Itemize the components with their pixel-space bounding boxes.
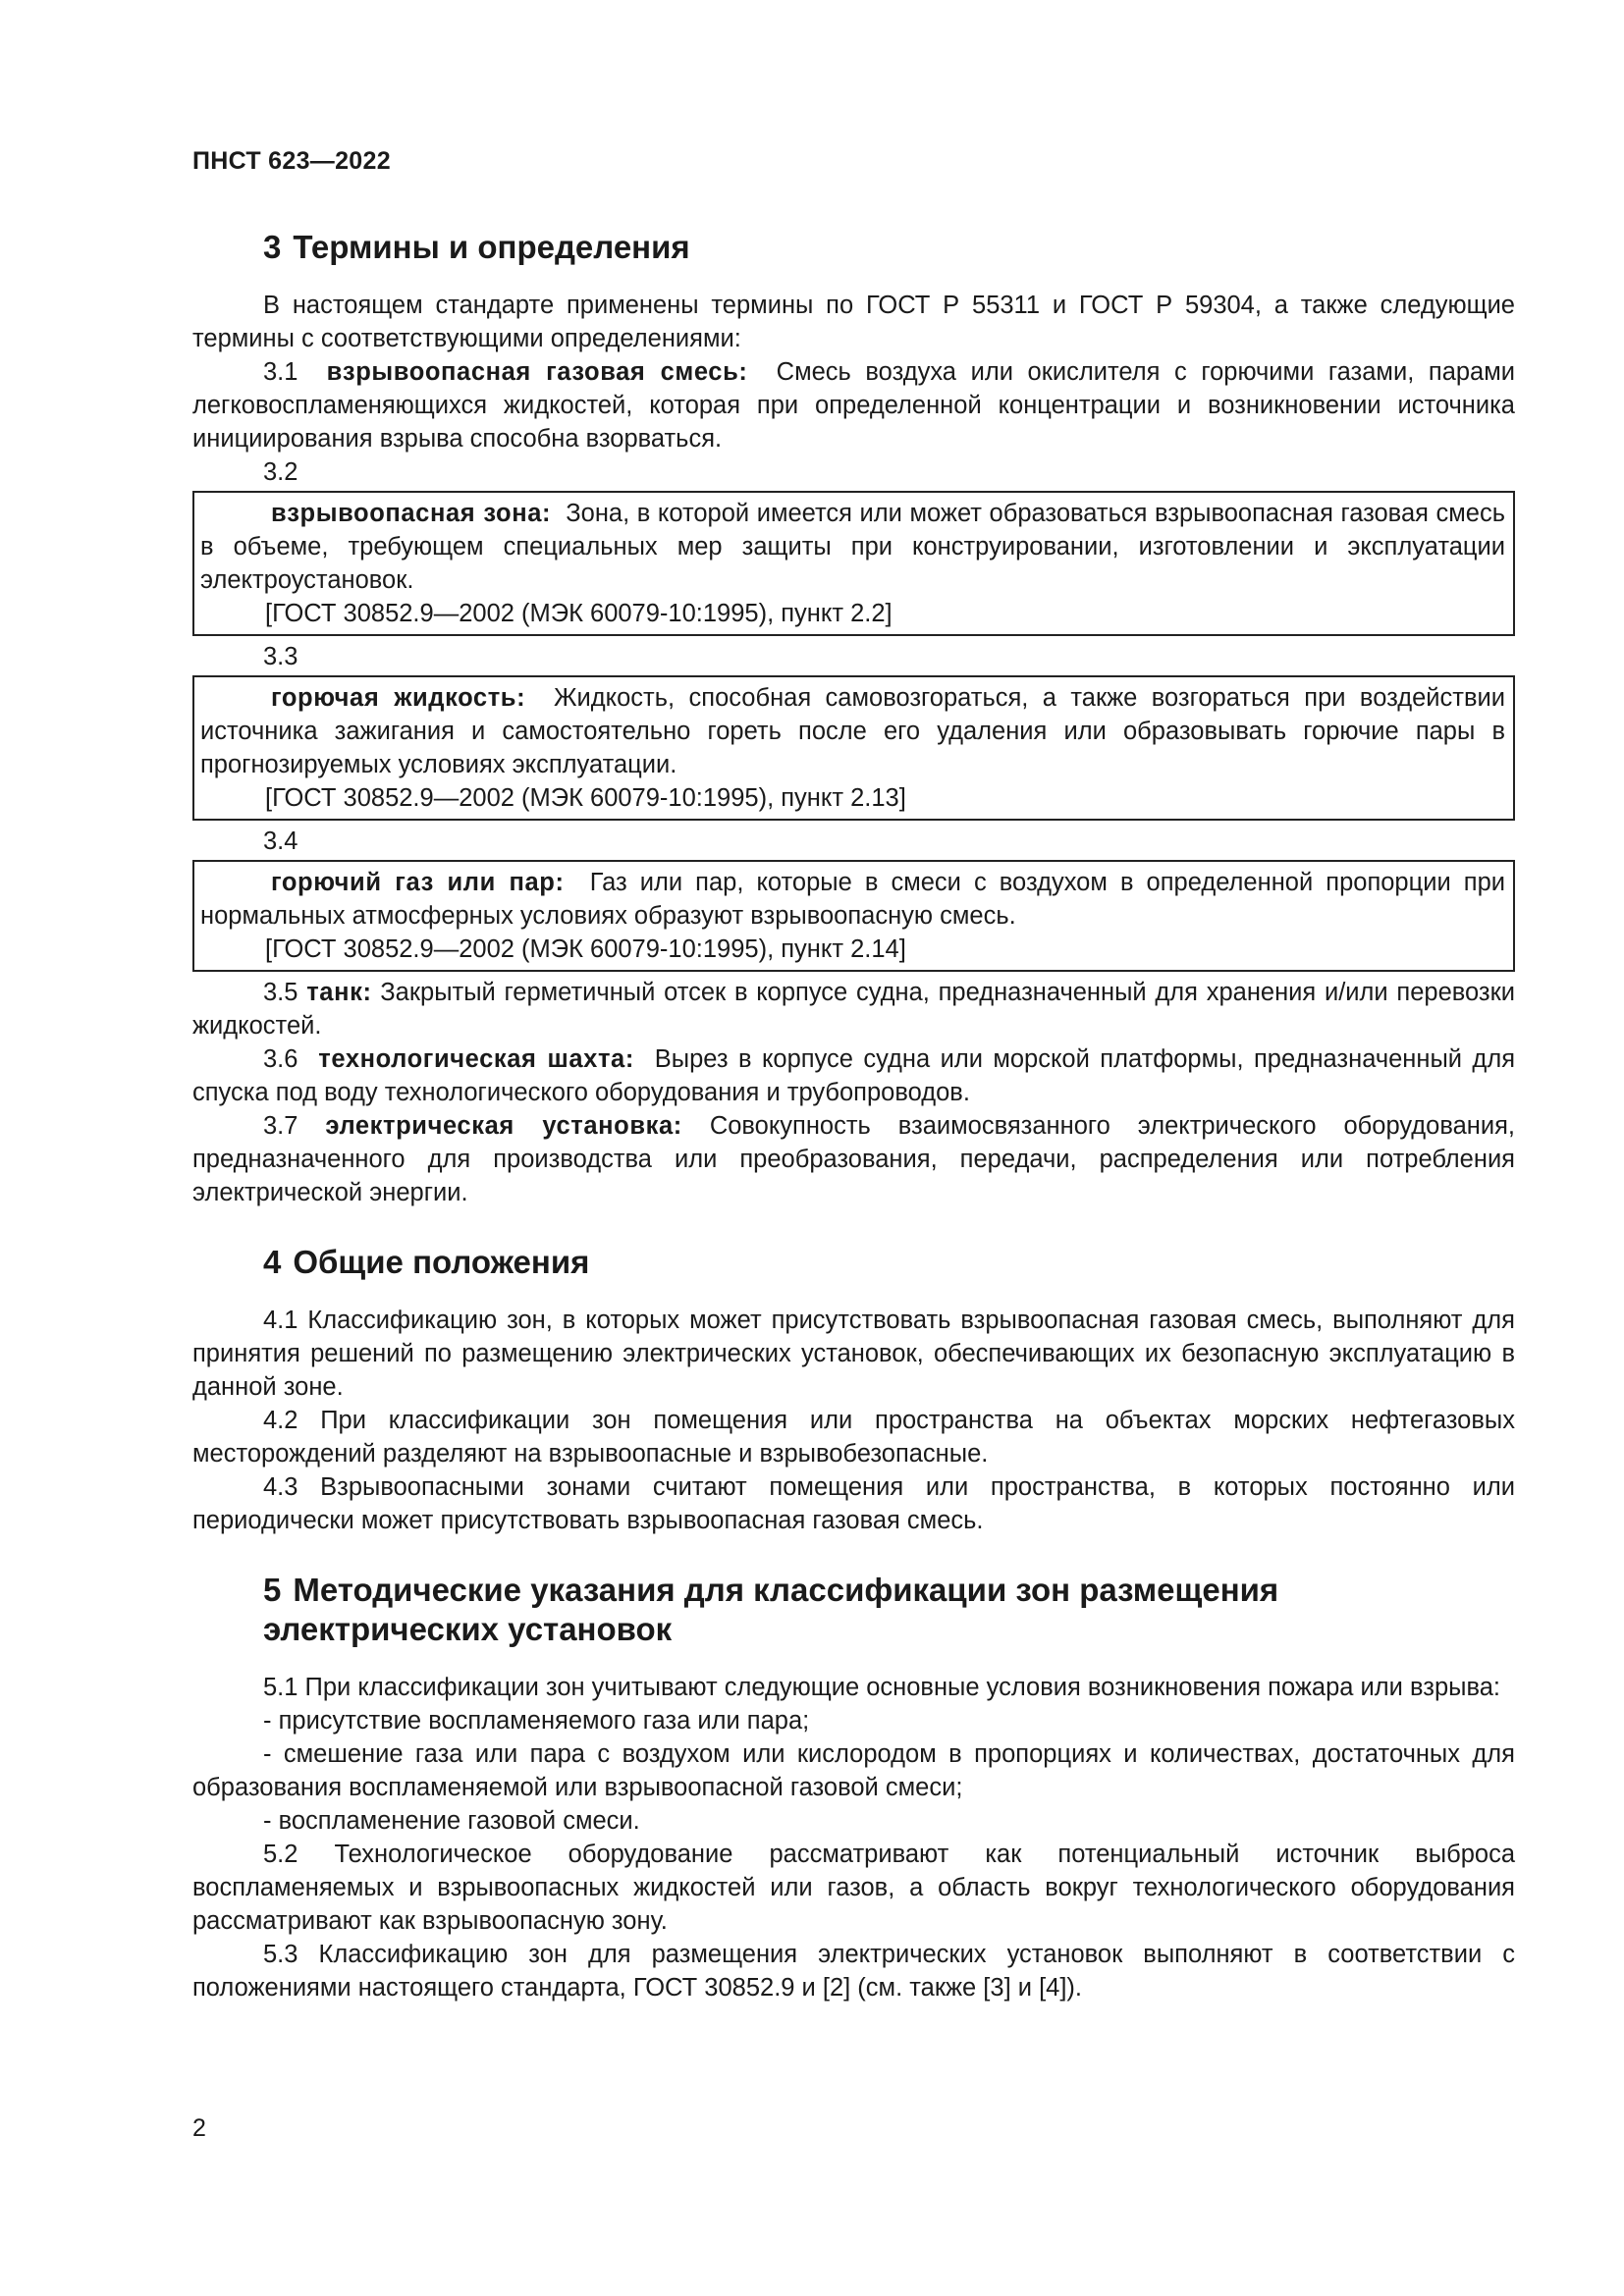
term-3-6 (192, 1042, 1515, 1109)
term-3-7 (192, 1109, 1515, 1209)
term-3-3 (200, 681, 1505, 781)
term-3-6-number: 3.6 (263, 1045, 298, 1073)
term-3-4-box (192, 860, 1515, 972)
section-5-title-line1: Методические указания для классификации зон размещения (293, 1572, 1279, 1608)
bullet-5-1-a: - присутствие воспламеняемого газа или пара; (263, 1707, 810, 1735)
term-3-2-definition: Зона, в которой имеется или может образоваться взрывоопасная газовая смесь в объеме, требующем специальных мер защиты при конструировании, изготовлении и эксплуатации электроустановок. (200, 500, 1506, 594)
term-3-5-term: танк: (306, 979, 372, 1006)
page-content (192, 228, 1515, 2004)
page-number: 2 (192, 2114, 206, 2142)
section-3-title: Термины и определения (293, 229, 690, 265)
term-3-3-box (192, 675, 1515, 821)
para-4-1: 4.1 Классификацию зон, в которых может присутствовать взрывоопасная газовая смесь, выполняют для принятия решений по размещению электрических установок, обеспечивающих их безопасную эксплуатацию в данной зоне. (192, 1307, 1515, 1401)
section-5-heading (192, 1571, 1515, 1649)
section-3-heading (192, 228, 1515, 267)
section-4-title: Общие положения (293, 1244, 590, 1280)
term-3-7-number: 3.7 (263, 1112, 298, 1140)
term-3-1 (192, 355, 1515, 455)
section-3-number: 3 (263, 229, 282, 265)
para-4-2: 4.2 При классификации зон помещения или пространства на объектах морских нефтегазовых месторождений разделяют на взрывоопасные и взрывобезопасные. (192, 1407, 1515, 1468)
term-3-2 (200, 497, 1505, 597)
term-3-2-box (192, 491, 1515, 636)
para-5-3: 5.3 Классификацию зон для размещения электрических установок выполняют в соответствии с положениями настоящего стандарта, ГОСТ 30852.9 и [2] (см. также [3] и [4]). (192, 1941, 1515, 2002)
bullet-5-1-b: - смешение газа или пара с воздухом или кислородом в пропорциях и количествах, достаточных для образования воспламеняемой или взрывоопасной газовой смеси; (192, 1740, 1515, 1801)
bullet-5-1-c: - воспламенение газовой смеси. (263, 1807, 640, 1835)
term-3-3-number: 3.3 (263, 643, 298, 670)
term-3-3-definition: Жидкость, способная самовозгораться, а также возгораться при воздействии источника зажигания и самостоятельно гореть после его удаления или образовывать горючие пары в прогнозируемых условиях эксплуатации. (200, 684, 1505, 778)
section-5-number: 5 (263, 1572, 282, 1608)
document-id: ПНСТ 623—2022 (192, 147, 391, 175)
term-3-5-definition: Закрытый герметичный отсек в корпусе судна, предназначенный для хранения и/или перевозки жидкостей. (192, 979, 1516, 1040)
section-5-title-line2: электрических установок (263, 1611, 673, 1647)
term-3-6-term: технологическая шахта: (318, 1045, 634, 1073)
section-4-heading (192, 1243, 1515, 1282)
term-3-3-term: горючая жидкость: (271, 684, 526, 712)
section-3-intro: В настоящем стандарте применены термины по ГОСТ Р 55311 и ГОСТ Р 59304, а также следующие термины с соответствующими определениями: (192, 292, 1515, 352)
term-3-2-term: взрывоопасная зона: (271, 500, 552, 527)
term-3-2-source: [ГОСТ 30852.9—2002 (МЭК 60079-10:1995), пункт 2.2] (265, 600, 893, 627)
term-3-2-number: 3.2 (263, 458, 298, 486)
term-3-3-source: [ГОСТ 30852.9—2002 (МЭК 60079-10:1995), пункт 2.13] (265, 784, 906, 812)
term-3-4-term: горючий газ или пар: (271, 869, 565, 896)
section-4-number: 4 (263, 1244, 282, 1280)
term-3-5 (192, 976, 1515, 1042)
term-3-1-number: 3.1 (263, 358, 298, 386)
term-3-1-term: взрывоопасная газовая смесь: (326, 358, 748, 386)
term-3-4-source: [ГОСТ 30852.9—2002 (МЭК 60079-10:1995), пункт 2.14] (265, 935, 906, 963)
term-3-4 (200, 866, 1505, 933)
term-3-7-definition: Совокупность взаимосвязанного электрического оборудования, предназначенного для производства или преобразования, передачи, распределения или потребления электрической энергии. (192, 1112, 1515, 1206)
term-3-7-term: электрическая установка: (325, 1112, 682, 1140)
para-5-2: 5.2 Технологическое оборудование рассматривают как потенциальный источник выброса воспламеняемых и взрывоопасных жидкостей или газов, а область вокруг технологического оборудования рассматривают как взрывоопасную зону. (192, 1841, 1515, 1935)
term-3-6-definition: Вырез в корпусе судна или морской платформы, предназначенный для спуска под воду технологического оборудования и трубопроводов. (192, 1045, 1516, 1106)
term-3-5-number: 3.5 (263, 979, 298, 1006)
para-5-1: 5.1 При классификации зон учитывают следующие основные условия возникновения пожара или взрыва: (263, 1674, 1500, 1701)
para-4-3: 4.3 Взрывоопасными зонами считают помещения или пространства, в которых постоянно или периодически может присутствовать взрывоопасная газовая смесь. (192, 1473, 1515, 1534)
term-3-4-number: 3.4 (263, 828, 298, 855)
term-3-4-definition: Газ или пар, которые в смеси с воздухом в определенной пропорции при нормальных атмосферных условиях образуют взрывоопасную смесь. (200, 869, 1506, 930)
term-3-1-definition: Смесь воздуха или окислителя с горючими газами, парами легковоспламеняющихся жидкостей, которая при определенной концентрации и возникновении источника инициирования взрыва способна взорваться. (192, 358, 1516, 453)
